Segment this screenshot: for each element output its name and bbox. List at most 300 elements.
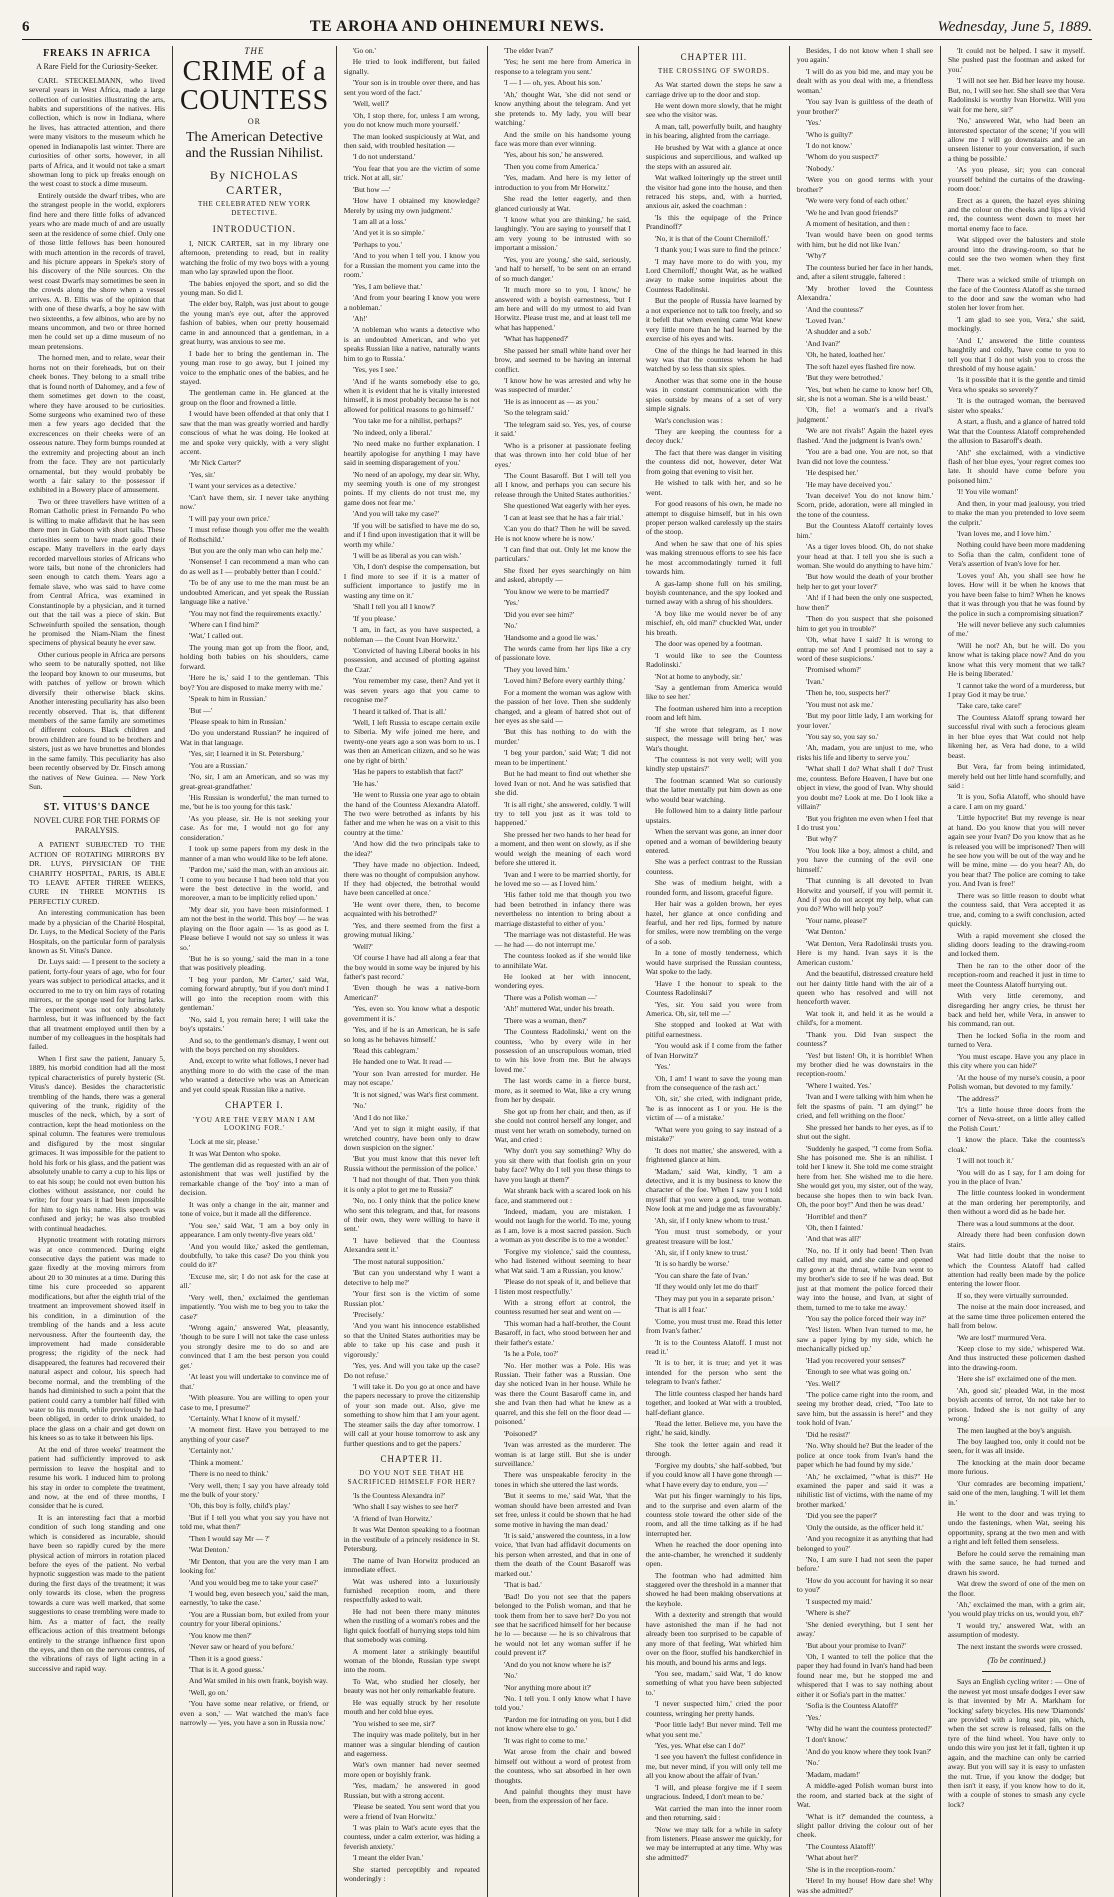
paragraph: The last words came in a fierce burst, more, as it seemed to Wat, like a cry wrung from her by despair. [494, 1076, 631, 1105]
paragraph: She read the letter eagerly, and then glanced curiously at Wat. [494, 194, 631, 213]
paragraph: Other curious people in Africa are persons who seem to be naturally spotted, not like the leopard boy known to our museums, but with patches of yellow or brown which diversify their otherwise black skins. Another interesting peculiarity has also been recently observed. That is, that different members of the same family are sometimes of different colours. Black children and brown children are found to be brothers and sisters, just as we have brunettes and blondes in the same family. This peculiarity has also been recently observed by Dr. Finsch among the natives of New Guinea. — New York Sun. [29, 649, 166, 792]
paragraph: I would have been offended at that only that I saw that the man was greatly worried and hardly conscious of what he was doing. He looked at me and spoke very quickly, with a very slight accent. [180, 409, 329, 457]
paragraph: 'But why?' [805, 834, 838, 844]
paragraph: 'Convicted of having Liberal books in his possession, and accused of plotting against the Czar.' [343, 645, 480, 674]
paragraph: 'Your first son is the victim of some Russian plot.' [343, 1289, 480, 1308]
paragraph: 'Then I would say Mr — ?' [189, 1533, 270, 1543]
paragraph: And the beautiful, distressed creature held out her dainty little hand with the air of a queen who has resolved and will not henceforth waver. [796, 969, 933, 1007]
paragraph: She took the letter again and read it through. [645, 1439, 782, 1459]
paragraph: 'I will not touch it.' [956, 1156, 1014, 1166]
paragraph: 'But they were betrothed.' [805, 373, 883, 383]
paragraph: 'Ah,' thought Wat, 'she did not send or know anything about the telegram. And yet she pretends to. My lady, you will bear watching.' [494, 89, 631, 128]
paragraph: 'Yes.' [503, 598, 520, 608]
paragraph: 'I would beg, even beseech you,' said the man, earnestly, 'to take the case.' [180, 1588, 329, 1608]
paragraph: There was a wicked smile of triumph on the face of the Countess Alatoff as she turned to the door and saw the woman who had stolen her lover from her. [947, 275, 1085, 313]
paragraph: There was a loud summons at the door. [956, 1218, 1075, 1228]
paragraph: And Wat smiled in his own frank, boyish way. [189, 1676, 328, 1686]
paragraph: 'The most natural supposition.' [352, 1256, 445, 1266]
paragraph: 'Excuse me, sir; I do not ask for the case at all.' [180, 1271, 329, 1291]
paragraph: The next instant the swords were crossed. [956, 1641, 1083, 1651]
article-body [344, 46, 480, 1448]
paragraph: 'You would ask if I come from the father of Ivan Horwitz?' [645, 1041, 782, 1060]
paragraph: She got up from her chair, and then, as if she could not control herself any longer, and must vent her wrath on somebody, turned on Wat, and cried : [494, 1106, 631, 1144]
paragraph: Wat walked loiteringly up the street until the visitor had gone into the house, and then retraced his steps, and, with a hurried, anxious air, asked the coachman : [645, 173, 782, 211]
column-4 [488, 46, 639, 1897]
paragraph: 'Mr Denton, that you are the very man I am looking for.' [180, 1556, 329, 1576]
paragraph: 'Madam, madam!' [805, 1769, 860, 1779]
paragraph: 'It is all right,' she answered, coldly. 'I will try to tell you just as it was told to happened.' [494, 799, 631, 828]
paragraph: 'Little hypocrite! But my revenge is near at hand. Do you know that you will never again see your Ivan? Do you know that as he is released you will be imprisoned? Then will he see how you will be out of the way and he will be mine, mine — do you hear? Ah, do you hear that? The police are coming to take you. And Ivan is free!' [947, 813, 1085, 889]
paragraph: 'You can share the fate of Ivan.' [654, 1270, 750, 1280]
paragraph: I, NICK CARTER, sat in my library one afternoon, pretending to read, but in reality watching the frolic of my two boys with a young man who lay sprawled upon the floor. [180, 238, 329, 277]
paragraph: 'It is not signed,' was Wat's first comment. [352, 1089, 479, 1099]
paragraph: 'How do you account for having it so near to you?' [796, 1575, 933, 1595]
paragraph: 'If she wrote that telegram, as I now suspect, the message will bring her,' was Wat's thought. [645, 724, 782, 753]
paragraph: 'I would like to see the Countess Radolinski.' [645, 650, 782, 670]
paragraph: Wat's own manner had never seemed more open or boyishly frank. [343, 1760, 480, 1779]
paragraph: 'And that was all?' [805, 1234, 861, 1244]
paragraph: 'We he and Ivan good friends?' [805, 207, 899, 217]
paragraph: 'She denied everything, but I sent her away.' [796, 1619, 933, 1639]
paragraph: 'Now we may talk for a while in safety from listeners. Please answer me quickly, for we may be interrupted at any time. Why was she admitted?' [645, 1824, 782, 1862]
paragraph: Dr. Luys said: — I present to the society a patient, forty-four years of age, who for four years was subject to periodical attacks, and it occurred to me to try on him rays of rotating mirrors, or the sponge used for luring larks. The experiment was not only absolutely harmless, but it was influenced by the fact that all treatment employed until then by a number of my colleagues in the hospitals had failed. [29, 957, 166, 1052]
masthead [22, 14, 1092, 40]
paragraph: 'Yes, yes. What else can I do?' [654, 1741, 745, 1751]
chapter-subtitle: 'YOU ARE THE VERY MAN I AM LOOKING FOR.' [193, 1115, 316, 1133]
paragraph: 'I meant the elder Ivan.' [352, 1853, 424, 1863]
paragraph: 'Yes! but listen! Oh, it is horrible! When my brother died he was downstairs in the reception-room.' [796, 1050, 933, 1079]
paragraph: The fact that there was danger in visiting the countess did not, however, deter Wat from going that evening to visit her. [645, 447, 782, 476]
issue-date: Wednesday, June 5, 1889. [937, 19, 1092, 35]
paragraph: 'They are keeping the countess for a decoy duck.' [645, 427, 782, 446]
paragraph: 'You must trust somebody, or your greatest treasure will be lost.' [645, 1227, 782, 1246]
paragraph: 'I see you haven't the fullest confidence in me, but never mind, if you will only tell me all you know about the affair of Ivan.' [645, 1752, 782, 1781]
column-2 [173, 46, 337, 1897]
paragraph: 'No, it is that of the Count Cherniloff.' [654, 233, 769, 243]
paragraph: 'Oh, fie! a woman's and a rival's judgment.' [796, 405, 933, 424]
paragraph: 'It is the outraged woman, the bereaved sister who speaks.' [947, 396, 1085, 415]
paragraph: 'The Countess Alatoff!' [805, 1841, 876, 1851]
paragraph: 'Oh, this boy is folly, child's play.' [189, 1501, 291, 1511]
paragraph: The young man got up from the floor, and, holding both babies on his shoulders, came forward. [180, 642, 329, 671]
paragraph: 'Mr Nick Carter?' [189, 458, 242, 468]
paragraph: 'Not at home to anybody, sir.' [654, 671, 743, 681]
paragraph: 'And yet it is so simple.' [352, 228, 425, 238]
paragraph: 'He despised her.' [805, 468, 858, 478]
paragraph: 'Oh, I am! I want to save the young man from the consequence of the rash act.' [645, 1073, 782, 1093]
paragraph: 'I — I — oh, yes. About his son.' [503, 78, 603, 88]
paragraph: The elder boy, Ralph, was just about to gouge the young man's eye out, after the approved fashion of babies, when our pretty housemaid came in and announced that a gentleman, in a great hurry, was anxious to see me. [180, 299, 329, 347]
paragraph: 'You say Ivan is guiltless of the death of your brother?' [796, 97, 933, 116]
paragraph: 'Ah, sir, if I only knew whom to trust.' [654, 1215, 770, 1225]
paragraph: 'Our comrades are becoming impatient,' said one of the men, laughing. 'I will let them in.' [947, 1478, 1085, 1507]
paragraph: 'Nobody.' [805, 163, 835, 173]
paragraph: 'The elder Ivan?' [503, 46, 554, 55]
paragraph: 'But you frighten me even when I feel that I do trust you.' [796, 813, 933, 832]
paragraph: 'That is all I fear.' [654, 1305, 707, 1315]
paragraph: 'Oh, I stop there, for, unless I am wrong, you do not know much more yourself.' [343, 110, 480, 130]
paragraph: Wat's conclusion was : [654, 415, 723, 425]
paragraph: 'But you are the only man who can help me.' [189, 545, 323, 555]
paragraph: The babies enjoyed the sport, and so did the young man. So did I. [180, 278, 329, 298]
section-title: INTRODUCTION. [212, 223, 297, 234]
paragraph: 'No, said I, you remain here; I will take the boy's upstairs.' [180, 1014, 329, 1034]
paragraph: Wat shrank back with a scared look on his face, and stammered out : [494, 1186, 631, 1205]
paragraph: 'I thank you; I was sure to find the prince.' [654, 245, 782, 255]
paragraph: The countess buried her face in her hands, and, after a silent struggle, faltered : [796, 262, 933, 282]
paragraph: He followed him to a dainty little parlour upstairs. [645, 806, 782, 825]
paragraph: A middle-aged Polish woman burst into the room, and started back at the sight of Wat. [796, 1781, 933, 1810]
divider [63, 796, 131, 797]
paragraph: 'Speak to him in Russian.' [189, 694, 267, 704]
paragraph: 'Certainly. What I know of it myself.' [189, 1413, 301, 1423]
column-5 [639, 46, 790, 1897]
paragraph: 'A moment first. Have you betrayed to me anything of your case?' [180, 1425, 329, 1444]
paragraph: With a rapid movement she closed the sliding doors leading to the drawing-room and locked them. [947, 930, 1085, 959]
paragraph: 'If you will be satisfied to have me do so, and if I find upon investigation that it will be worth my while.' [343, 520, 480, 549]
paragraph: 'No need make no further explanation. I heartily apologise for anything I may have said in seeming disparagement of you.' [343, 439, 480, 468]
paragraph: 'No indeed, only a liberal.' [352, 427, 432, 437]
paragraph: 'He went over there, then, to become acquainted with his betrothed?' [343, 899, 480, 919]
article-body [495, 46, 631, 1806]
paragraph: 'Ivan.' [805, 676, 824, 686]
paragraph: Two or three travellers have written of a Roman Catholic priest in Fernando Po who is willing to make affidavit that he has seen there men in Gaboon with short tails. These curiosities seem to have made good their escape. Many travellers in the early days recorded marvellous stories of Africans who wore tails, but none of the chroniclers had seen enough to catch them. Years ago a female slave, who was said to have come from Central Africa, was examined in Constantinople by a physician, and it turned out that the tail was a piece of skin. But Schweinfurth spoiled the sensation, though he promised the Niam-Niam the finest specimens of physical beauty he ever saw. [29, 496, 166, 648]
paragraph: 'Wat Denton, Vera Radolinski trusts you. Here is my hand. Ivan says it is the American custom.' [796, 938, 933, 967]
chapter-title: CHAPTER III. [680, 52, 748, 62]
paragraph: 'I don't know.' [805, 1735, 848, 1745]
paragraph: 'We are lost!' murmured Vera. [956, 1332, 1047, 1342]
paragraph: 'Yes, you are young,' she said, seriously, 'and half to herself, 'to be sent on an errand of so much danger.' [494, 254, 631, 283]
paragraph: 'I want your services as a detective.' [189, 481, 297, 491]
paragraph: He went down more slowly, that he might see who the visitor was. [645, 101, 782, 120]
paragraph: 'The telegram said so. Yes, yes, of course it said.' [494, 419, 631, 439]
paragraph: 'It is to her, it is true; and yet it was intended for the person who sent the telegram to Ivan's father.' [645, 1358, 782, 1387]
paragraph: The name of Ivan Horwitz produced an immediate effect. [343, 1555, 480, 1575]
paragraph: 'I beg your pardon, Mr Carter,' said Wat, coming forward abruptly, 'but if you don't mind I will go into the reception room with this gentleman.' [180, 974, 329, 1013]
paragraph: 'I am all at a loss.' [352, 217, 407, 226]
paragraph: He went to the door and was trying to undo the fastenings, when Wat, seeing his opportunity, sprang at the two men and with a right and left felled them senseless. [947, 1509, 1085, 1547]
paragraph: 'Read this cablegram.' [352, 1046, 419, 1055]
paragraph: 'You take me for a nihilist, perhaps?' [352, 416, 462, 426]
paragraph: 'Then do you suspect that she poisoned him to get you in trouble?' [796, 614, 933, 633]
paragraph: 'I may have more to do with you, my Lord Cherniloff,' thought Wat, as he walked away to make some inquiries about the Countess Radolinski. [645, 256, 782, 294]
paragraph: 'But my poor little lady, I am working for your lover.' [796, 711, 933, 730]
paragraph: She pressed her hands to her eyes, as if to shut out the sight. [796, 1122, 933, 1142]
paragraph: 'Oh, what have I said? It is wrong to entrap me so! And I promised not to say a word of these suspicions.' [796, 635, 933, 663]
paragraph: For good reasons of his own, he made no attempt to disguise himself, but in his own proper person walked carelessly up the stairs of the stoop. [645, 499, 782, 537]
paragraph: 'It could not be helped. I saw it myself. She pushed past the footman and asked for you.' [947, 46, 1085, 74]
paragraph: With a dexterity and strength that would have astonished the man if he had not already been too surprised to be capable of any more of that feeling, Wat whirled him over on the floor, stuffed his handkerchief in his mouth, and bound his arms and legs. [645, 1610, 782, 1667]
paragraph: 'No.' [352, 1101, 367, 1111]
paragraph: 'It does not matter,' she answered, with a frightened glance at him. [645, 1145, 782, 1165]
paragraph: 'You must escape. Have you any place in this city where you can hide?' [947, 1051, 1085, 1071]
paragraph: 'Handsome and a good lie was.' [503, 632, 599, 642]
paragraph: 'Yes.' [805, 1712, 822, 1722]
paragraph: 'How have I obtained my knowledge? Merely by using my own judgment.' [343, 196, 480, 215]
paragraph: 'Will he not? Ah, but he will. Do you know what is taking place now? And do you know what this very moment that we talk? He is being liberated.' [947, 640, 1085, 679]
paragraph: 'That is bad.' [503, 1580, 542, 1590]
paragraph: Says an English cycling writer : — One of the newest yet most unsafe dodges I ever saw is that invented by Mr A. Markham for 'locking' safety bicycles. His new 'Diamonds' are provided with a long seat pin, which, when the set screw is released, falls on the tyre of the hind wheel. You have only to undo this wire you just let it fall, tighten it up again, and the machine can only be carried away. But you will say it is easy to unfasten the nut. True, if you know the dodge; but then isn't it easy, if you know how to do it, with a couple of stones to smash any cycle lock? [947, 1677, 1085, 1809]
paragraph: 'Certainly not.' [189, 1446, 233, 1456]
paragraph: 'Of course I have had all along a fear that the boy would in some way be injured by his father's past record.' [343, 953, 480, 981]
paragraph: 'My dear sir, you have been misinformed. I am not the best in the world. This boy' — he was playing on the floor again — 'is as good as I. Please believe I would not say so unless it was so.' [180, 904, 329, 952]
paragraph: 'But he is so young,' said the man in a tone that was positively pleading. [180, 954, 329, 973]
paragraph: 'And I,' answered the little countess haughtily and coldly, 'have come to you to tell you that I do not wish you to cross the threshold of my house again.' [947, 335, 1085, 373]
paragraph: It was Wat Denton speaking to a footman in the vestibule of a princely residence in St. Petersburg. [343, 1525, 480, 1554]
paragraph: 'He went to Russia one year ago to obtain the hand of the Countess Alexandra Alatoff. The two were betrothed as infants by his father and me when he was on a visit to this country at the time.' [343, 790, 480, 837]
paragraph: 'She is in the reception-room.' [805, 1864, 896, 1874]
paragraph: 'It was right to come to me.' [503, 1735, 588, 1745]
paragraph: 'Wat Denton.' [805, 927, 847, 937]
paragraph: 'My brother loved the Countess Alexandra.' [796, 283, 933, 303]
paragraph: 'You remember my case, then? And yet it was seven years ago that you came to recognise me?' [343, 676, 480, 705]
paragraph: 'You see, madam,' said Wat, 'I do know something of what you have been subjected to.' [645, 1668, 782, 1697]
paragraph: 'And the countess?' [805, 304, 864, 314]
column-3 [337, 46, 488, 1897]
paragraph: 'The address?' [956, 1093, 999, 1103]
paragraph: The words came from her lips like a cry of passionate love. [494, 643, 631, 663]
paragraph: And so, to the gentleman's dismay, I went out with the boys perched on my shoulders. [180, 1035, 329, 1054]
paragraph: 'Very well, then; I say you have already told me the bulk of your story.' [180, 1480, 329, 1499]
paragraph: 'Poor little lady! But never mind. Tell me what you sent me.' [645, 1720, 782, 1739]
paragraph: 'Wat Denton.' [189, 1545, 230, 1555]
paragraph: There was unspeakable ferocity in the tones in which she uttered the last words. [494, 1470, 631, 1489]
paragraph: But he had meant to find out whether she loved Ivan or not. And he was satisfied that she did. [494, 769, 631, 798]
paragraph: 'Pardon me,' said the man, with an anxious air. 'I come to you because I had been told that you were the best detective in the world, and moreover, a man to be implicitly relied upon.' [180, 865, 329, 903]
paragraph: And the smile on his handsome young face was more than ever winning. [494, 129, 631, 148]
article-body [344, 1491, 480, 1884]
paragraph: 'Suddenly he gasped, "I come from Sofia. She has poisoned me. She is an nihilist. I told her I knew it. She told me come straight here from her. She wished me to die here. She would get you, my sister, out of the way, because she hopes then to win back Ivan. Oh, the poor boy!" And then he was dead.' [796, 1143, 933, 1210]
paragraph: And painful thoughts they must have been, from the expression of her face. [494, 1786, 631, 1806]
paragraph: With very little ceremony, and disregarding her angry cries, he thrust her back and held her, while Vera, in answer to his command, ran out. [947, 991, 1085, 1029]
paragraph: 'A shudder and a sob.' [805, 327, 872, 337]
paragraph: 'Yes, even so. You know what a despotic government it is.' [343, 1004, 480, 1023]
paragraph: 'But this has nothing to do with the murder.' [494, 727, 631, 746]
paragraph: 'Whom do you suspect?' [805, 152, 879, 162]
paragraph: CARL STECKELMANN, who lived several years in West Africa, made a large collection of curiosities illustrating the arts, habits and superstitions of the natives. His collection, which is now in Indiana, where he lives, has attracted attention, and there were many visitors to the museum which he opened in Indianapolis last winter. There are curiosities of other sorts, however, in all parts of Africa, and it would not take a smart showman long to pick up freaks enough on the west coast to stock a dime museum. [29, 75, 166, 189]
paragraph: 'Forgive my doubts,' she half-sobbed, 'but if you could know all I have gone through — what I have every day to endure, you —' [645, 1460, 782, 1489]
paragraph: And when he saw that one of his spies was making strenuous efforts to see his face he most accommodatingly turned it full towards him. [645, 538, 782, 577]
paragraph: 'You know me then?' [189, 1630, 252, 1640]
paragraph: 'His Russian is wonderful,' the man turned to me, 'but he is too young for this task.' [180, 793, 329, 812]
paragraph: 'I can find that out. Only let me know the particulars.' [494, 545, 631, 564]
paragraph: 'A boy like me would never be of any mischief, eh, old man?' chuckled Wat, under his breath. [645, 608, 782, 637]
paragraph: 'Ivan loves me, and I love him.' [956, 529, 1051, 538]
paragraph: At the end of three weeks' treatment the patient had sufficiently improved to ask permission to leave the hospital and to resume his work. I induced him to prolong his stay in order to complete the treatment, and now, at the end of three months, I consider that he is cured. [29, 1444, 166, 1511]
paragraph: Besides, I do not know when I shall see you again.' [796, 46, 933, 65]
paragraph: 'I do not know.' [805, 140, 852, 150]
paragraph: 'I will take it. Do you go at once and have the papers necessary to prove the citizenship of your son made out. Also, give me something to show him that I am your agent. The steamer sails the day after tomorrow. I will call at your house tomorrow to ask any further questions and to get the papers.' [343, 1382, 480, 1448]
paragraph: A moment later a strikingly beautiful woman of the blonde, Russian type swept into the room. [343, 1646, 480, 1675]
paragraph: She passed her small white hand over her brow, and seemed to be having an internal conflict. [494, 345, 631, 374]
article-headline: ST. VITUS'S DANCE [43, 802, 151, 814]
paragraph: 'You say so, you say so.' [805, 732, 879, 741]
paragraph: Wat slipped over the balusters and stole around into the drawing-room, so that he could see the two women when they first met. [947, 235, 1085, 273]
paragraph: 'As you please, sir. He is not seeking your case. As for me, I would not go for any consideration.' [180, 813, 329, 842]
paragraph: The footman who had admitted him staggered over the threshold in a manner that showed he had been making observations at the keyhole. [645, 1570, 782, 1608]
paragraph: 'No,' answered Wat, who had been an interested spectator of the scene; 'if you will allow me I will go downstairs and be an unseen listener to your conversation, if such a thing be possible.' [947, 116, 1085, 163]
paragraph: 'I must refuse though you offer me the wealth of Rothschild.' [180, 525, 329, 544]
article-body [948, 1677, 1085, 1809]
paragraph: 'You are a bad one. You are not, so that Ivan did not love the countess.' [796, 447, 933, 466]
paragraph: 'Why don't you say something? Why do you sit there with that foolish grin on your baby face? Why do I tell you these things to have you laugh at them?' [494, 1146, 631, 1184]
paragraph: 'Did you ever see him?' [503, 609, 574, 619]
paragraph: The boy laughed too, only it could not be seen, for it was all inside. [947, 1436, 1085, 1456]
paragraph: But Vera, far from being intimidated, merely held out her little hand scornfully, and said : [947, 762, 1085, 790]
paragraph: 'Very well, then,' exclaimed the gentleman impatiently. 'You wish me to beg you to take the case?' [180, 1292, 329, 1321]
paragraph: 'I can at least see that he has a fair trial.' [503, 512, 623, 522]
paragraph: 'Only the outside, as the officer held it.' [805, 1522, 924, 1532]
paragraph: 'Yes, yes. And will you take up the case? Do not refuse.' [343, 1361, 480, 1380]
paragraph: 'With pleasure. You are willing to open your case to me, I presume?' [180, 1393, 329, 1412]
paragraph: Wat put his finger warningly to his lips, and to the surprise and even alarm of the countess stole toward the other side of the room, and all the time talking as if he had interrupted her. [645, 1491, 782, 1538]
paragraph: The gentleman came in. He glanced at the group on the floor and frowned a little. [180, 388, 329, 407]
paragraph: 'Yes, and there seemed from the first a growing mutual liking.' [343, 920, 480, 940]
paragraph: 'Yes.' [654, 1062, 671, 1072]
paragraph: 'I never suspected him,' cried the poor countess, wringing her pretty hands. [645, 1699, 782, 1718]
paragraph: 'Nor anything more about it?' [503, 1682, 592, 1692]
paragraph: The footman scanned Wat so curiously that the latter mentally put him down as one who would bear watching. [645, 775, 782, 804]
paragraph: A man, tall, powerfully built, and haughty in his bearing, alighted from the carriage. [645, 121, 782, 141]
paragraph: 'Yes. Well?' [805, 1378, 841, 1388]
paragraph: She was of medium height, with a rounded form, and lissom, graceful figure. [645, 878, 782, 897]
paragraph: 'No, sir, I am an American, and so was my great-great-grandfather.' [180, 772, 329, 791]
paragraph: 'Oh, I don't despise the compensation, but I find more to see if it is a matter of sufficient importance to justify me in wasting any time on it.' [343, 562, 480, 600]
paragraph: 'I do not understand.' [352, 152, 416, 162]
paragraph: 'It is so hardly be worse.' [654, 1259, 730, 1269]
article-subhead: A Rare Field for the Curiosity-Seeker. [36, 61, 158, 71]
paragraph: 'Where is she?' [805, 1608, 851, 1618]
column-6 [790, 46, 941, 1897]
paragraph: 'No, I am sure I had not seen the paper before.' [796, 1555, 933, 1574]
paragraph: 'If you please.' [352, 613, 397, 623]
paragraph: 'And you want his innocence established so that the United States authorities may be able to take up his case and push it vigorously.' [343, 1321, 480, 1359]
paragraph: Nothing could have been more maddening to Sofia than the calm, confident tone of Vera's assertion of Ivan's love for her. [947, 540, 1085, 569]
paragraph: The inquiry was made politely, but in her manner was a singular blending of caution and eagerness. [343, 1730, 480, 1758]
paragraph: 'Ah! if I had been the only one suspected, how then?' [796, 593, 933, 612]
paragraph: 'Never saw or heard of you before.' [189, 1642, 295, 1652]
article-body [948, 46, 1085, 1651]
paragraph: 'Wat,' I called out. [189, 631, 244, 641]
paragraph: 'Yes, sir. You said you were from America. Oh, sir, tell me —' [645, 999, 782, 1018]
title-or: OR [247, 117, 261, 127]
paragraph: 'It's a little house three doors from the corner of Neva-street, on a little alley called the Polish Court.' [947, 1104, 1085, 1133]
paragraph: 'Can you do that? Then he will be saved. He is not know where he is now.' [494, 524, 631, 543]
paragraph: But the people of Russia have learned by a not experience not to talk too freely, and so it befell that when evening came Wat knew very little more than he had learned by the exercise of his eyes and wits. [645, 296, 782, 344]
paragraph: 'Did he resist?' [805, 1429, 850, 1439]
paragraph: He looked at her with innocent, wondering eyes. [494, 971, 631, 991]
paragraph: 'Here! In my house! How dare she! Why was she admitted?' [796, 1876, 933, 1895]
paragraph: 'But you must know that this never left Russia without the permission of the police.' [343, 1154, 480, 1173]
paragraph: 'And I do not like.' [352, 1112, 409, 1122]
paragraph: 'Then it is a good guess.' [189, 1653, 263, 1663]
paragraph: 'But it seems to me,' said Wat, 'that the woman should have been arrested and Ivan set free, unless it could be shown that he had some motive in having the man dead.' [494, 1491, 631, 1529]
paragraph: 'And you will take my case?' [352, 509, 439, 519]
paragraph: 'I! You vile woman!' [956, 487, 1018, 497]
paragraph: 'Poisoned?' [503, 1428, 538, 1438]
paragraph: 'I am, in fact, as you have suspected, a nobleman — the Count Ivan Horwitz.' [343, 625, 480, 644]
paragraph: 'Ah, good sir,' pleaded Wat, in the most boyish accents of terror, 'do not take her to prison. Indeed she is not guilty of any wrong.' [947, 1385, 1085, 1424]
paragraph: 'And if he wants somebody else to go, when it is evident that he is vitally interested himself, it is most probably because he is not allowed for political reasons to go himself.' [343, 376, 480, 414]
paragraph: 'He will never believe any such calumnies of me.' [947, 619, 1085, 639]
paragraph: 'That is it. A good guess.' [189, 1665, 265, 1674]
paragraph: 'Oh, I wanted to tell the police that the paper they had found in Ivan's hand had been found near me, but he stopped me and whispered that I was to say nothing about either it or Sofia's part in the matter.' [796, 1651, 933, 1699]
paragraph: 'Ah!' [352, 313, 368, 323]
paragraph: 'Ah, sir, if I only knew to trust.' [654, 1248, 749, 1258]
paragraph: The soft hazel eyes flashed fire now. [805, 361, 916, 371]
paragraph: 'Lock at me sir, please.' [189, 1137, 259, 1147]
paragraph: Hypnotic treatment with rotating mirrors was at once commenced. During eight consecutive days the patient was made to gaze fixedly at the moving mirrors from about 20 to 30 minutes at a time. During this time his cure proceeded so apparent modifications, but after the eighth trial of the treatment an improvement showed itself in his condition, in a diminution of the trembling of the hands and a less acute nervousness. After the fourteenth day, the improvement had made considerable progress; the rigidity of the neck had disappeared, the features had recovered their natural aspect and colour, his speech had become normal, and the trembling of the hands had diminished to such a point that the patient could carry a tumbler half filled with water to his mouth, while previously he had been obliged, in order to drink unaided, to place the glass on a chair and get down on his knees so as to take it between his lips. [29, 1235, 166, 1443]
paragraph: 'Please speak to him in Russian.' [189, 716, 287, 726]
paragraph: 'Madam,' said Wat, kindly, 'I am a detective, and it is my business to know the character of the foe. When I saw you I told myself that you were a good, true woman. Now look at me and judge me as favourably.' [645, 1166, 782, 1214]
paragraph: 'Do you understand Russian?' he inquired of Wat in that language. [180, 728, 329, 747]
paragraph: 'I was plain to Wat's acute eyes that the countess, under a calm exterior, was hiding a feverish anxiety.' [343, 1823, 480, 1851]
paragraph: 'I beg your pardon,' said Wat; 'I did not mean to be impertinent.' [494, 748, 631, 767]
paragraph: 'I will do as you bid me, and may you be dealt with as you deal with me, a friendless woman.' [796, 66, 933, 95]
paragraph: 'No.' [805, 1758, 820, 1768]
paragraph: 'Ivan and I were talking with him when he felt the spasms of pain. "I am dying!" he cried, and fell writhing on the floor.' [796, 1092, 933, 1121]
page-number: 6 [22, 19, 30, 35]
paragraph: 'It is to the Countess Alatoff. I must not read it.' [645, 1337, 782, 1356]
paragraph: The little countess clasped her hands hard together, and looked at Wat with a troubled, half-defiant glance. [645, 1388, 782, 1417]
paragraph: 'I had not thought of that. Then you think it is only a plot to get me to Russia?' [343, 1175, 480, 1194]
serial-subtitle: The American Detective and the Russian Nihilist. [185, 129, 324, 161]
paragraph: 'Sofia is the Countess Alatoff?' [805, 1701, 899, 1711]
paragraph: 'I am glad to see you, Vera,' she said, mockingly. [947, 314, 1085, 334]
paragraph: 'And do you know where they took Ivan?' [805, 1746, 932, 1756]
paragraph: 'No.' [503, 621, 518, 631]
chapter-subtitle: THE CROSSING OF SWORDS. [657, 67, 770, 76]
paragraph: 'And from your bearing I know you were a nobleman.' [343, 293, 480, 312]
paragraph: To Wat, who studied her closely, her beauty was not her only remarkable feature. [343, 1676, 480, 1696]
paragraph: 'It much more so to you, I know,' he answered with a boyish earnestness, 'but I am here and will do my utmost to aid Ivan Horwitz. Please trust me, and at least tell me what has happened.' [494, 285, 631, 332]
paragraph: Her hair was a golden brown, her eyes hazel, her glance at once confiding and fearful, and her red lips, formed by nature for smiles, were now trembling on the verge of a sob. [645, 899, 782, 946]
article-subhead: NOVEL CURE FOR THE FORMS OF PARALYSIS. [33, 816, 161, 836]
paragraph: 'There was a Polish woman —' [503, 992, 597, 1002]
paragraph: 'Well, go on.' [189, 1687, 229, 1697]
paragraph: 'Ah,' he exclaimed, '"what is this?" He examined the paper and said it was a nihilistic list of victims, with the name of my brother marked.' [796, 1471, 933, 1509]
paragraph: 'There was a woman, then?' [503, 1015, 587, 1025]
paragraph: 'And you would beg me to take your case?' [189, 1577, 318, 1587]
paragraph: 'Bad! Do you not see that the papers belonged to the Polish woman, and that he took them from her to save her? Do you not see that he sacrificed himself for her because he lo — because — he is so chivalrous that he would not let any woman suffer if he could prevent it?' [494, 1591, 631, 1658]
paragraph: As Wat started down the steps he saw a carriage drive up to the door and stop. [645, 80, 782, 99]
paragraph: A PATIENT SUBJECTED TO THE ACTION OF ROTATING MIRRORS BY DR. LUYS, PHYSICIAN OF THE CHARITY HOSPITAL, PARIS, IS ABLE TO LEAVE AFTER THREE WEEKS, CURE IN THREE MONTHS IS PERFECTLY CURED. [29, 840, 166, 906]
author-note: THE CELEBRATED NEW YORK DETECTIVE. [198, 199, 311, 217]
paragraph: 'Yes, yes I see.' [352, 365, 398, 375]
paragraph: Wat arose from the chair and bowed himself out without a word of protest from the countess, who sat absorbed in her own thoughts. [494, 1747, 631, 1785]
paragraph: 'At the house of my nurse's cousin, a poor Polish woman, but devoted to my family.' [947, 1072, 1085, 1092]
paragraph: 'No, no. I only think that the police knew who sent this telegram, and that, for reasons of their own, they were willing to have it sent.' [343, 1196, 480, 1234]
paragraph: 'Oh, sir,' she cried, with indignant pride, 'he is as innocent as I or you. He is the victim of — of a mistake.' [645, 1094, 782, 1123]
paragraph: 'Had you recovered your senses?' [805, 1355, 906, 1365]
paragraph: 'I would try,' answered Wat, with an assumption of modesty. [947, 1620, 1085, 1640]
paragraph: 'So the telegram said.' [503, 408, 570, 418]
paragraph: 'Yes, sir; I learned it in St. Petersburg.' [189, 749, 304, 759]
paragraph: 'And you recognize it as anything that had belonged to you?' [796, 1534, 933, 1553]
paragraph: 'He may have deceived you.' [805, 479, 892, 489]
paragraph: The door was opened by a footman. [654, 639, 763, 649]
paragraph: 'Perhaps to you.' [352, 239, 402, 249]
paragraph: Before he could serve the remaining man with the same sauce, he had turned and drawn his sword. [947, 1548, 1085, 1577]
paragraph: 'Were you on good terms with your brother?' [796, 175, 933, 194]
paragraph: I bade her to bring the gentleman in. The young man rose to go away, but I joined my voice to the emphatic ones of the babies, and he stayed. [180, 348, 329, 386]
article-body [180, 1137, 329, 1728]
chapter-title: CHAPTER I. [225, 1100, 284, 1111]
paragraph: 'As a tiger loves blood. Oh, do not shake your head at that. I tell you she is such a woman. She would do anything to have him.' [796, 542, 933, 570]
paragraph: 'But how —' [352, 184, 391, 194]
paragraph: He tried to look indifferent, but failed signally. [343, 57, 480, 76]
paragraph: I took up some papers from my desk in the manner of a man who would like to be left alone. [180, 844, 329, 863]
